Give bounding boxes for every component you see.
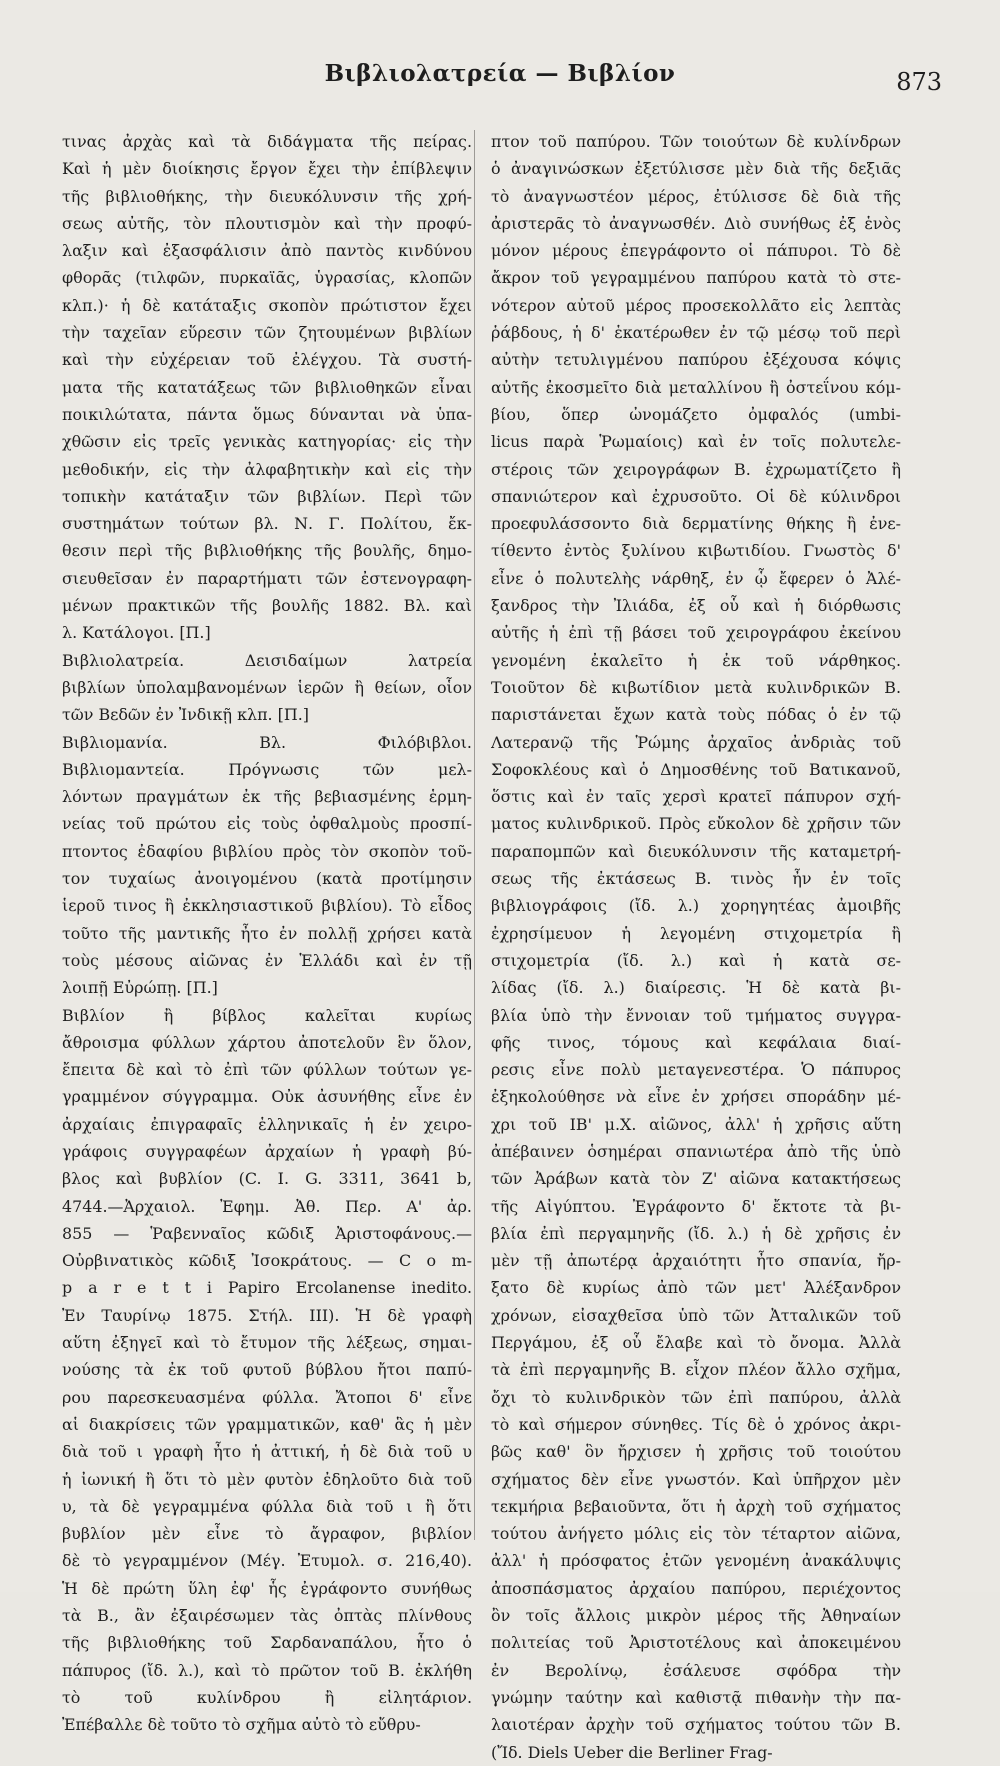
text-line: ξατο δὲ κυρίως ἀπὸ τῶν μετ' Ἀλέξανδρον xyxy=(491,1278,901,1298)
text-line: τοῦτο τῆς μαντικῆς ἦτο ἐν πολλῇ χρήσει κατὰ xyxy=(62,923,472,943)
text-line: ἐν Βερολίνῳ, ἐσάλευσε σφόδρα τὴν xyxy=(491,1660,901,1680)
text-line: βίου, ὅπερ ὠνομάζετο ὀμφαλός (umbi- xyxy=(491,404,901,424)
text-line: βιβλιογράφοις (ἴδ. λ.) χορηγητέας ἀμοιβῆς xyxy=(491,896,901,916)
text-line: φῆς τινος, τόμους καὶ κεφάλαια διαί- xyxy=(491,1032,901,1052)
text-line: licus παρὰ Ῥωμαίοις) καὶ ἐν τοῖς πολυτελε- xyxy=(491,432,901,452)
text-line: ρεσις εἶνε πολὺ μεταγενεστέρα. Ὁ πάπυρος xyxy=(491,1060,901,1080)
text-line: στέροις τῶν χειρογράφων Β. ἐχρωματίζετο ἢ xyxy=(491,459,901,479)
text-line: τοπικὴν κατάταξιν τῶν βιβλίων. Περὶ τῶν xyxy=(62,486,472,506)
text-line: λοιπῇ Εὐρώπῃ. [Π.] xyxy=(62,978,218,998)
text-line: λόντων πραγμάτων ἐκ τῆς βεβιασμένης ἑρμη- xyxy=(62,787,472,807)
text-line: ἐχρησίμευον ἡ λεγομένη στιχομετρία ἢ xyxy=(491,923,901,943)
text-line: σπανιώτερον καὶ ἐχρυσοῦτο. Οἱ δὲ κύλινδροι xyxy=(491,486,901,506)
text-line: γενομένη ἐκαλεῖτο ἡ ἐκ τοῦ νάρθηκος. xyxy=(491,650,901,670)
text-line: βλος καὶ βυβλίον (C. I. G. 3311, 3641 b, xyxy=(62,1169,472,1189)
text-line: σεως αὐτῆς, τὸν πλουτισμὸν καὶ τὴν προφύ- xyxy=(62,213,472,233)
text-line: ὂν τοῖς ἄλλοις μικρὸν μέρος τῆς Ἀθηναίων xyxy=(491,1606,901,1626)
text-line: δὲ τὸ γεγραμμένον (Μέγ. Ἐτυμολ. σ. 216,40). xyxy=(62,1551,472,1571)
text-line: τινας ἀρχὰς καὶ τὰ διδάγματα τῆς πείρας. xyxy=(62,132,472,151)
text-line: ῥάβδους, ἡ δ' ἑκατέρωθεν ἐν τῷ μέσῳ τοῦ περὶ xyxy=(491,323,901,343)
text-line: ἄθροισμα φύλλων χάρτου ἀποτελοῦν ἓν ὅλον, xyxy=(62,1032,472,1052)
text-line: χρι τοῦ ΙΒ' μ.Χ. αἰῶνος, ἀλλ' ἡ χρῆσις αὕτη xyxy=(491,1114,901,1134)
text-line: p a r e t t i Papiro Ercolanense inedito. xyxy=(62,1278,472,1298)
text-line: Καὶ ἡ μὲν διοίκησις ἔργον ἔχει τὴν ἐπίβλεψιν xyxy=(62,159,472,179)
text-line: Περγάμου, ἐξ οὗ ἔλαβε καὶ τὸ ὄνομα. Ἀλλὰ xyxy=(491,1333,901,1353)
text-line: ἄκρον τοῦ γεγραμμένου παπύρου κατὰ τὸ στε- xyxy=(491,268,901,288)
text-line: ἀρχαίαις ἐπιγραφαῖς ἑλληνικαῖς ἡ ἐν χειρο- xyxy=(62,1114,472,1134)
text-line: τον τυχαίως ἀνοιγομένου (κατὰ προτίμησιν xyxy=(62,869,472,889)
text-line: σεως τῆς ἐκτάσεως Β. τινὸς ἦν ἐν τοῖς xyxy=(491,869,901,889)
text-line: Ἐν Ταυρίνῳ 1875. Στήλ. ΙΙΙ). Ἡ δὲ γραφὴ xyxy=(62,1305,472,1325)
text-line: γράφοις συγγραφέων ἀρχαίων ἡ γραφὴ βύ- xyxy=(62,1141,472,1161)
text-line: πτον τοῦ παπύρου. Τῶν τοιούτων δὲ κυλίνδρων xyxy=(491,132,901,151)
text-line: μόνον μέρους ἐπεγράφοντο οἱ πάπυροι. Τὸ δὲ xyxy=(491,241,901,261)
text-line: ξανδρος τὴν Ἰλιάδα, ἐξ οὗ καὶ ἡ διόρθωσις xyxy=(491,596,901,616)
text-line: Βιβλιομαντεία. Πρόγνωσις τῶν μελ- xyxy=(62,759,472,779)
text-line: ἔπειτα δὲ καὶ τὸ ἐπὶ τῶν φύλλων τούτων γε- xyxy=(62,1060,472,1080)
text-line: κλπ.)· ἡ δὲ κατάταξις σκοπὸν πρώτιστον ἔχει xyxy=(62,295,472,315)
text-line: σχήματος δὲν εἶνε γνωστόν. Καὶ ὑπῆρχον μὲν xyxy=(491,1469,901,1489)
text-line: αἱ διακρίσεις τῶν γραμματικῶν, καθ' ἃς ἡ μὲν xyxy=(62,1414,472,1434)
page-number: 873 xyxy=(896,68,942,96)
text-line: ἀριστερᾶς τὸ ἀναγνωσθέν. Διὸ συνήθως ἐξ ἑνὸς xyxy=(491,213,901,233)
text-line: διὰ τοῦ ι γραφὴ ἦτο ἡ ἀττική, ἡ δὲ διὰ τοῦ υ xyxy=(62,1442,472,1462)
text-line: αὐτὴν τετυλιγμένου παπύρου ἐξέχουσα κόψις xyxy=(491,350,901,370)
text-line: εἶνε ὁ πολυτελὴς νάρθηξ, ἐν ᾧ ἔφερεν ὁ Ἀλέ- xyxy=(491,568,901,588)
text-line: τῆς Αἰγύπτου. Ἐγράφοντο δ' ἔκτοτε τὰ βι- xyxy=(491,1196,901,1216)
text-line: Λατερανῷ τῆς Ῥώμης ἀρχαῖος ἀνδριὰς τοῦ xyxy=(491,732,901,752)
text-line: στιχομετρία (ἴδ. λ.) καὶ ἡ κατὰ σε- xyxy=(491,950,901,970)
text-line: μεθοδικήν, εἰς τὴν ἀλφαβητικὴν καὶ εἰς τὴν xyxy=(62,459,472,479)
text-line: τούτου ἀνήγετο μόλις εἰς τὸν τέταρτον αἰῶνα, xyxy=(491,1524,901,1544)
text-line: Βιβλιολατρεία. Δεισιδαίμων λατρεία xyxy=(62,650,472,670)
column-divider xyxy=(474,130,475,1540)
text-line: ὅστις καὶ ἐν ταῖς χερσὶ κρατεῖ πάπυρον σχή- xyxy=(491,787,901,807)
text-line: Σοφοκλέους καὶ ὁ Δημοσθένης τοῦ Βατικανοῦ, xyxy=(491,759,901,779)
text-line: μένων πρακτικῶν τῆς βουλῆς 1882. Βλ. καὶ xyxy=(62,596,472,616)
text-line: τὸ ἀναγνωστέον μέρος, ἐτύλισσε δὲ διὰ τῆς xyxy=(491,186,901,206)
text-line: σιευθεῖσαν ἐν παραρτήματι τῶν ἐστενογραφη- xyxy=(62,568,472,588)
text-line: παραπομπῶν καὶ διευκόλυνσιν τῆς καταμετρή- xyxy=(491,841,901,861)
text-line: λαξιν καὶ ἐξασφάλισιν ἀπὸ παντὸς κινδύνου xyxy=(62,241,472,261)
text-line: προεφυλάσσοντο διὰ δερματίνης θήκης ἢ ἐνε- xyxy=(491,514,901,534)
text-line: αὐτῆς ἐκοσμεῖτο διὰ μεταλλίνου ἢ ὀστεΐνου κόμ- xyxy=(491,377,901,397)
text-line: λίδας (ἴδ. λ.) διαίρεσις. Ἡ δὲ κατὰ βι- xyxy=(491,978,901,998)
text-line: ἱεροῦ τινος ἢ ἐκκλησιαστικοῦ βιβλίου). Τὸ εἶδος xyxy=(62,896,472,916)
text-line: γραμμένον σύγγραμμα. Οὐκ ἀσυνήθης εἶνε ἐν xyxy=(62,1087,472,1107)
text-line: νείας τοῦ πρώτου εἰς τοὺς ὀφθαλμοὺς προσπί- xyxy=(62,814,472,834)
text-line: αὐτῆς ἡ ἐπὶ τῇ βάσει τοῦ χειρογράφου ἐκείνου xyxy=(491,623,901,643)
text-line: ρου παρεσκευασμένα φύλλα. Ἄτοποι δ' εἶνε xyxy=(62,1387,472,1407)
text-line: υ, τὰ δὲ γεγραμμένα φύλλα διὰ τοῦ ι ἢ ὅτι xyxy=(62,1496,472,1516)
text-line: τὸ καὶ σήμερον σύνηθες. Τίς δὲ ὁ χρόνος ἀκρι- xyxy=(491,1414,901,1434)
text-line: τὰ Β., ἂν ἐξαιρέσωμεν τὰς ὀπτὰς πλίνθους xyxy=(62,1606,472,1626)
text-line: Οὐρβινατικὸς κῶδιξ Ἰσοκράτους. — C o m- xyxy=(62,1251,472,1271)
text-line: Βιβλίον ἢ βίβλος καλεῖται κυρίως xyxy=(62,1005,472,1025)
text-line: (Ἴδ. Diels Ueber die Berliner Frag- xyxy=(491,1742,773,1762)
text-line: Ἐπέβαλλε δὲ τοῦτο τὸ σχῆμα αὐτὸ τὸ εὔθρυ- xyxy=(62,1715,421,1735)
text-line: τῆς βιβλιοθήκης, τὴν διευκόλυνσιν τῆς χρή- xyxy=(62,186,472,206)
text-line: συστημάτων τούτων βλ. Ν. Γ. Πολίτου, ἔκ- xyxy=(62,514,472,534)
text-line: λαιοτέραν ἀρχὴν τοῦ σχήματος τούτου τῶν Β. xyxy=(491,1715,901,1735)
text-line: χρόνων, εἰσαχθεῖσα ὑπὸ τῶν Ἀτταλικῶν τοῦ xyxy=(491,1305,901,1325)
text-line: πάπυρος (ἴδ. λ.), καὶ τὸ πρῶτον τοῦ Β. ἐκλήθη xyxy=(62,1660,472,1680)
text-line: 855 — Ῥαβενναῖος κῶδιξ Ἀριστοφάνους.— xyxy=(62,1223,472,1243)
text-line: πολιτείας τοῦ Ἀριστοτέλους καὶ ἀποκειμένου xyxy=(491,1633,901,1653)
left-text-column xyxy=(62,128,472,1739)
text-line: γνώμην ταύτην καὶ καθιστᾷ πιθανὴν τὴν πα- xyxy=(491,1687,901,1707)
text-line: τοὺς μέσους αἰῶνας ἐν Ἑλλάδι καὶ ἐν τῇ xyxy=(62,950,472,970)
text-line: βυβλίον μὲν εἶνε τὸ ἄγραφον, βιβλίον xyxy=(62,1524,472,1544)
text-line: Ἡ δὲ πρώτη ὕλη ἐφ' ἧς ἐγράφοντο συνήθως xyxy=(62,1578,472,1598)
text-line: αὕτη ἐξηγεῖ καὶ τὸ ἔτυμον τῆς λέξεως, σημαι- xyxy=(62,1333,472,1353)
text-line: χθῶσιν εἰς τρεῖς γενικὰς κατηγορίας· εἰς τὴν xyxy=(62,432,472,452)
text-line: θεσιν περὶ τῆς βιβλιοθήκης τῆς βουλῆς, δημο- xyxy=(62,541,472,561)
text-line: βλία ὑπὸ τὴν ἔννοιαν τοῦ τμήματος συγγρα- xyxy=(491,1005,901,1025)
text-line: τίθεντο ἐντὸς ξυλίνου κιβωτιδίου. Γνωστὸς δ' xyxy=(491,541,901,561)
text-line: Τοιοῦτον δὲ κιβωτίδιον μετὰ κυλινδρικῶν Β. xyxy=(491,677,901,697)
text-line: ματος κυλινδρικοῦ. Πρὸς εὔκολον δὲ χρῆσιν τῶν xyxy=(491,814,901,834)
text-line: ἡ ἰωνική ἢ ὅτι τὸ μὲν φυτὸν ἐδηλοῦτο διὰ τοῦ xyxy=(62,1469,472,1489)
text-line: καὶ τὴν εὐχέρειαν τοῦ ἐλέγχου. Τὰ συστή- xyxy=(62,350,472,370)
text-line: ἀπέβαινεν ὁσημέραι σπανιωτέρα ἀπὸ τῆς ὑπὸ xyxy=(491,1141,901,1161)
text-line: φθορᾶς (τιλφῶν, πυρκαϊᾶς, ὑγρασίας, κλοπῶν xyxy=(62,268,472,288)
right-text-column xyxy=(491,128,901,1766)
text-line: τῶν Βεδῶν ἐν Ἰνδικῇ κλπ. [Π.] xyxy=(62,705,309,725)
text-line: τεκμήρια βεβαιοῦντα, ὅτι ἡ ἀρχὴ τοῦ σχήματος xyxy=(491,1496,901,1516)
text-line: βιβλίων ὑπολαμβανομένων ἱερῶν ἢ θείων, οἷον xyxy=(62,677,472,697)
text-line: πτοντος ἐδαφίου βιβλίου πρὸς τὸν σκοπὸν τοῦ- xyxy=(62,841,472,861)
text-line: Βιβλιομανία. Βλ. Φιλόβιβλοι. xyxy=(62,732,472,752)
text-line: νότερον αὐτοῦ μέρος προσεκολλᾶτο εἰς λεπτὰς xyxy=(491,295,901,315)
text-line: 4744.—Ἀρχαιολ. Ἐφημ. Ἀθ. Περ. Α' ἀρ. xyxy=(62,1196,472,1216)
text-line: τὴν ταχεῖαν εὕρεσιν τῶν ζητουμένων βιβλίων xyxy=(62,323,472,343)
text-line: τὸ τοῦ κυλίνδρου ἢ εἰλητάριον. xyxy=(62,1687,472,1707)
text-line: νούσης τὰ ἐκ τοῦ φυτοῦ βύβλου ἤτοι παπύ- xyxy=(62,1360,472,1380)
text-line: ματα τῆς κατατάξεως τῶν βιβλιοθηκῶν εἶναι xyxy=(62,377,472,397)
running-header-title: Βιβλιολατρεία — Βιβλίον xyxy=(324,60,676,87)
text-line: βλία ἐπὶ περγαμηνῆς (ἴδ. λ.) ἡ δὲ χρῆσις ἐν xyxy=(491,1223,901,1243)
text-line: βῶς καθ' ὃν ἤρχισεν ἡ χρῆσις τοῦ τοιούτου xyxy=(491,1442,901,1462)
text-line: μὲν τῇ ἀπωτέρᾳ ἀρχαιότητι ἦτο σπανία, ἤρ- xyxy=(491,1251,901,1271)
text-line: τῆς βιβλιοθήκης τοῦ Σαρδαναπάλου, ἦτο ὁ xyxy=(62,1633,472,1653)
text-line: λ. Κατάλογοι. [Π.] xyxy=(62,623,211,643)
text-line: παριστάνεται ἔχων κατὰ τοὺς πόδας ὁ ἐν τῷ xyxy=(491,705,901,725)
text-line: ἀλλ' ἡ πρόσφατος ἐτῶν γενομένη ἀνακάλυψις xyxy=(491,1551,901,1571)
text-line: ὁ ἀναγινώσκων ἐξετύλισσε μὲν διὰ τῆς δεξιᾶς xyxy=(491,159,901,179)
text-line: τὰ ἐπὶ περγαμηνῆς Β. εἶχον πλέον ἄλλο σχῆμα, xyxy=(491,1360,901,1380)
text-line: ἀποσπάσματος ἀρχαίου παπύρου, περιέχοντος xyxy=(491,1578,901,1598)
text-line: ὄχι τὸ κυλινδρικὸν τῶν ἐπὶ παπύρου, ἀλλὰ xyxy=(491,1387,901,1407)
text-line: ποικιλώτατα, πάντα ὅμως δύνανται νὰ ὑπα- xyxy=(62,404,472,424)
text-line: τῶν Ἀράβων κατὰ τὸν Ζ' αἰῶνα κατακτήσεως xyxy=(491,1169,901,1189)
text-line: ἐξηκολούθησε νὰ εἶνε ἐν χρήσει σποράδην μέ- xyxy=(491,1087,901,1107)
